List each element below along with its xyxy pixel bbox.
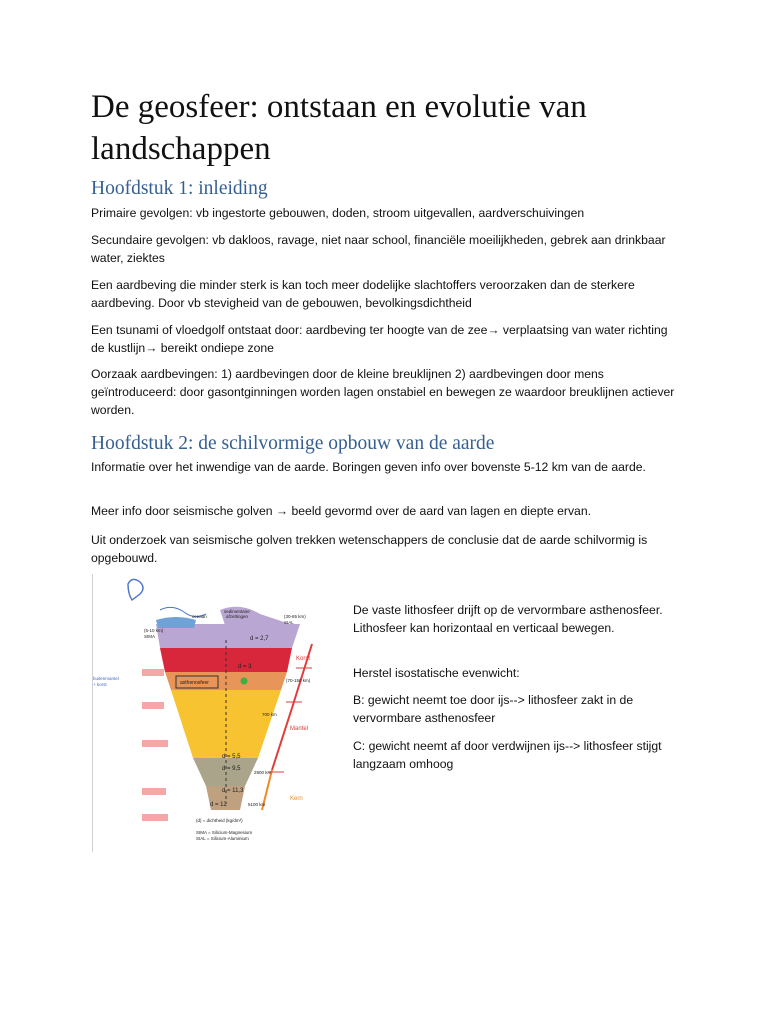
fig-label: d = 9,5: [222, 766, 241, 772]
paragraph: Primaire gevolgen: vb ingestorte gebouwen, doden, stroom uitgevallen, aardverschuivingen: [91, 206, 585, 220]
fig-label: 700 km: [262, 712, 277, 717]
fig-label: (d) = dichtheid (kg/dm³): [196, 818, 243, 823]
ice-sketch: [128, 579, 143, 600]
paragraph: Een aardbeving die minder sterk is kan toch meer dodelijke slachtoffers veroorzaken dan de sterkere aardbeving. Door vb stevigheid van de gebouwen, bevolkingsdichtheid: [91, 278, 635, 310]
fig-label: SIMA: [144, 634, 156, 639]
side-bar-crust: [292, 644, 312, 708]
section-heading: Hoofdstuk 1: inleiding: [91, 178, 268, 199]
fig-label: buitenmantel: [93, 676, 119, 681]
fig-label: + korst: [93, 682, 107, 687]
fig-label: afzettingen: [226, 614, 249, 619]
fig-label: SIAL = Silicium-Aluminium: [196, 836, 249, 841]
earth-layers-figure: [92, 572, 320, 852]
fig-label: asthenosfeer: [180, 680, 209, 686]
side-bar-mantle: [272, 708, 292, 770]
fig-label: SIAL: [284, 620, 294, 625]
fig-label: d = 2,7: [250, 636, 269, 642]
fig-label: Kern: [290, 796, 303, 802]
paragraph: Secundaire gevolgen: vb dakloos, ravage, niet naar school, financiële moeilijkheden, gebrek aan drinkbaar water, ziektes: [91, 233, 666, 265]
paragraph: Een tsunami of vloedgolf ontstaat door: aardbeving ter hoogte van de zee→ verplaatsing van water richting de kustlijn→ bereikt ondiepe zone: [91, 323, 668, 355]
fig-label: d = 12: [210, 802, 227, 808]
fig-label: 5100 km: [248, 802, 266, 807]
paragraph: Meer info door seismische golven → beeld gevormd over de aard van lagen en diepte ervan.: [91, 504, 591, 518]
ocean-layer: [156, 617, 196, 628]
fig-label: d = 3: [238, 664, 252, 670]
fig-label: 2900 km: [254, 770, 272, 775]
fig-label: Mantel: [290, 726, 309, 732]
paragraph: Uit onderzoek van seismische golven trekken wetenschappers de conclusie dat de aarde schilvormig is opgebouwd.: [91, 533, 648, 565]
side-paragraph: De vaste lithosfeer drijft op de vervormbare asthenosfeer. Lithosfeer kan horizontaal en verticaal bewegen.: [353, 603, 663, 635]
fig-label: Korst: [296, 656, 311, 662]
side-paragraph: Herstel isostatische evenwicht:: [353, 666, 520, 680]
fig-label: (30-65 km): [284, 614, 306, 619]
fig-label: SIMA = Silicium-Magnesium: [196, 830, 253, 835]
paragraph: Oorzaak aardbevingen: 1) aardbevingen door de kleine breuklijnen 2) aardbevingen door mens geïntroduceerd: door gasontginningen worden lagen onstabiel en bewegen ze waardoor breuklijnen actiever worden.: [91, 367, 675, 417]
side-paragraph: B: gewicht neemt toe door ijs--> lithosfeer zakt in de vervormbare asthenosfeer: [353, 693, 634, 725]
fig-label: d = 5,5: [222, 754, 241, 760]
fig-label: sedimentaire: [224, 609, 250, 614]
fig-label: (70-150 km): [286, 678, 311, 683]
green-marker: [241, 678, 248, 685]
paragraph: Informatie over het inwendige van de aarde. Boringen geven info over bovenste 5-12 km van de aarde.: [91, 460, 646, 474]
side-paragraph: C: gewicht neemt af door verdwijnen ijs--> lithosfeer stijgt langzaam omhoog: [353, 739, 662, 771]
fig-label: oceaan: [192, 614, 207, 619]
section-heading: Hoofdstuk 2: de schilvormige opbouw van de aarde: [91, 433, 495, 454]
fig-label: d = 11,3: [222, 788, 244, 794]
fig-label: (5-10 km): [144, 628, 164, 633]
page-title: De geosfeer: ontstaan en evolutie van landschappen: [91, 89, 587, 167]
